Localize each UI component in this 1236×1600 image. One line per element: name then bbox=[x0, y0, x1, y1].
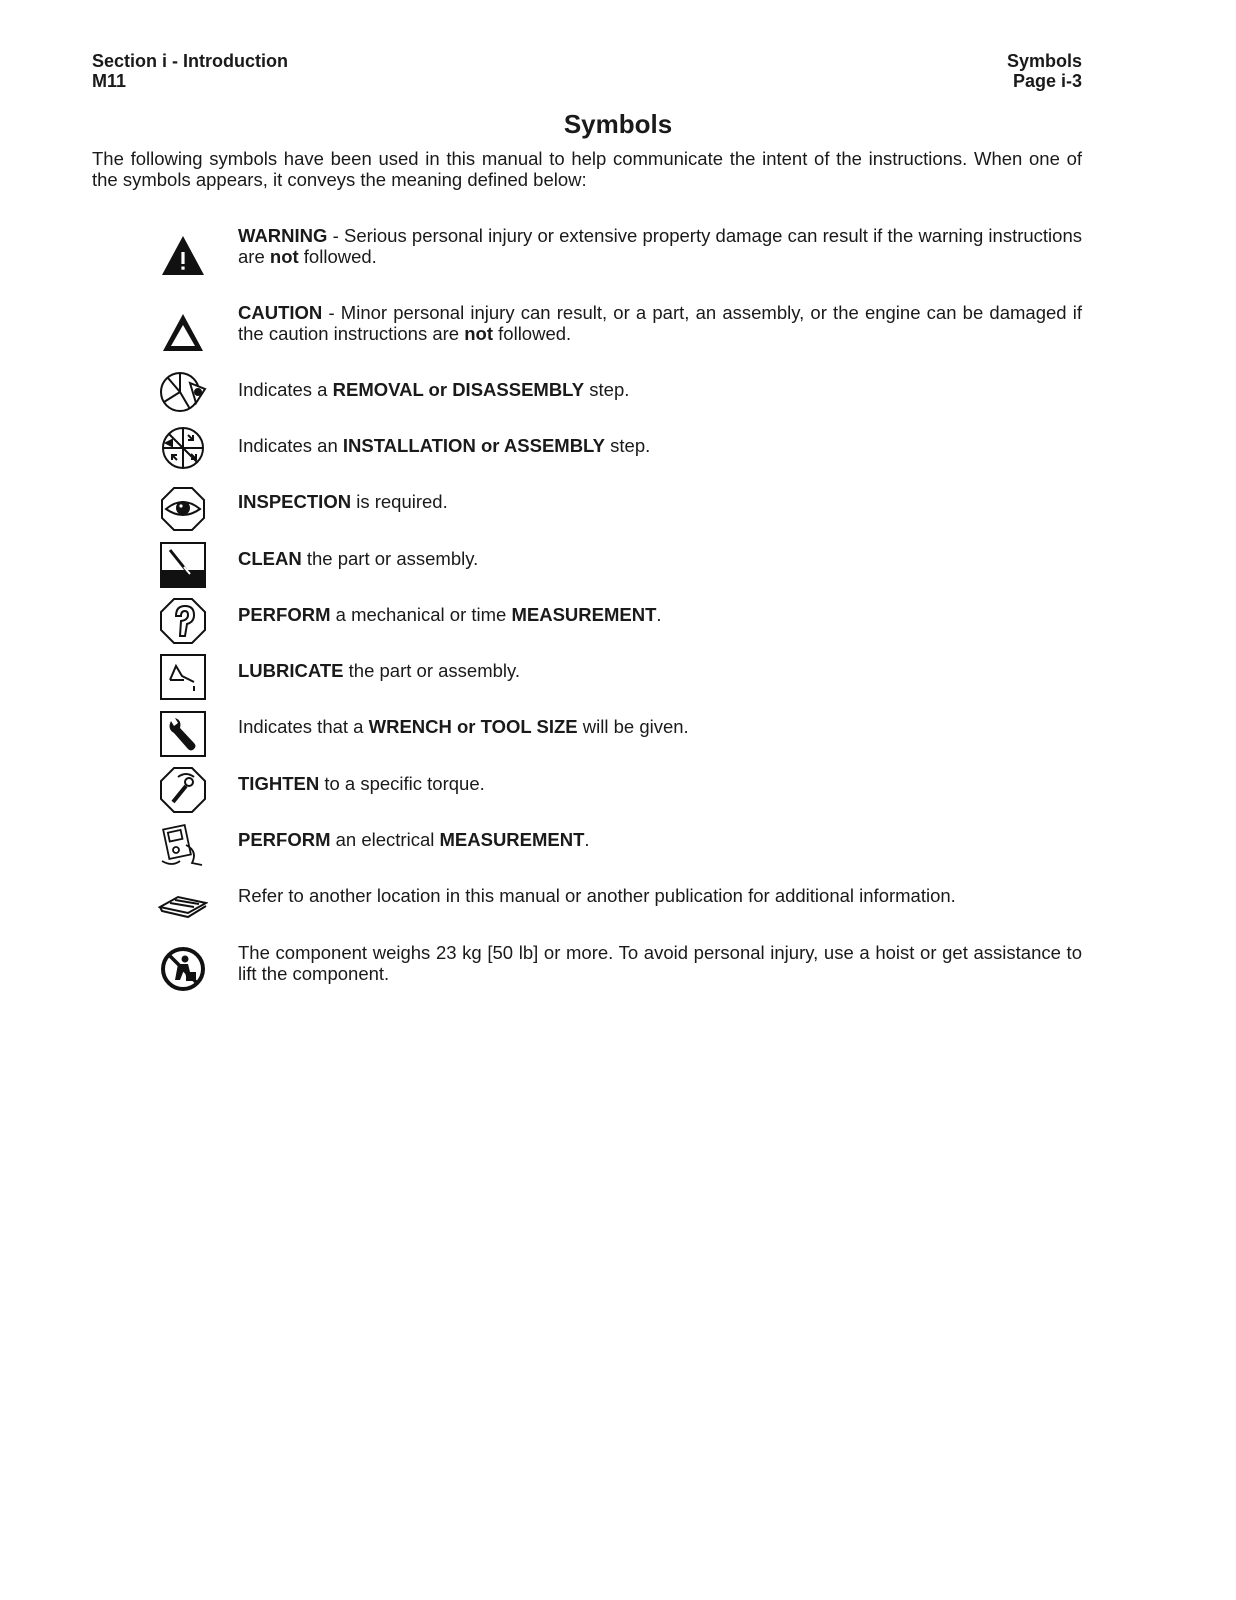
symbol-description bbox=[238, 660, 1082, 681]
text-run: the part or assembly. bbox=[301, 548, 479, 569]
bold-text: INSTALLATION or ASSEMBLY bbox=[342, 435, 605, 456]
text-run: a mechanical or time bbox=[330, 604, 512, 625]
text-run: The component weighs 23 kg [50 lb] or more. To avoid personal injury, use a hoist or get assistance to lift the component. bbox=[238, 942, 1082, 984]
symbol-description bbox=[238, 379, 1082, 400]
bold-text: not bbox=[464, 323, 494, 344]
symbol-description bbox=[238, 829, 1082, 850]
page-number: Page i-3 bbox=[1012, 71, 1082, 91]
text-run: Indicates an bbox=[238, 435, 343, 456]
installation-assembly-icon bbox=[158, 423, 208, 473]
bold-text: MEASUREMENT bbox=[439, 829, 585, 850]
bold-text: INSPECTION bbox=[238, 491, 352, 512]
bold-text: WARNING bbox=[238, 225, 328, 246]
intro-paragraph: The following symbols have been used in this manual to help communicate the intent of the instructions. When one of the symbols appears, it conveys the meaning defined below: bbox=[92, 148, 1082, 190]
text-run: is required. bbox=[351, 491, 448, 512]
electrical-meter-icon bbox=[158, 821, 208, 871]
heavy-lift-icon bbox=[158, 944, 208, 994]
bold-text: not bbox=[269, 246, 299, 267]
wrench-icon bbox=[158, 709, 208, 759]
symbol-description bbox=[238, 885, 1082, 906]
text-run: to a specific torque. bbox=[319, 773, 485, 794]
symbol-description bbox=[238, 604, 1082, 625]
clean-icon bbox=[158, 540, 208, 590]
text-run: will be given. bbox=[577, 716, 689, 737]
bold-text: WRENCH or TOOL SIZE bbox=[368, 716, 578, 737]
bold-text: TIGHTEN bbox=[238, 773, 320, 794]
bold-text: REMOVAL or DISASSEMBLY bbox=[332, 379, 585, 400]
bold-text: CLEAN bbox=[238, 548, 302, 569]
symbol-description bbox=[238, 435, 1082, 456]
text-run: Indicates that a bbox=[238, 716, 369, 737]
symbol-description bbox=[238, 302, 1082, 344]
section-label: Section i - Introduction bbox=[92, 51, 288, 71]
bold-text: PERFORM bbox=[238, 829, 331, 850]
text-run: Indicates a bbox=[238, 379, 333, 400]
bold-text: MEASUREMENT bbox=[511, 604, 657, 625]
symbol-description bbox=[238, 225, 1082, 267]
topic-label: Symbols bbox=[1006, 51, 1082, 71]
removal-disassembly-icon bbox=[158, 367, 208, 417]
text-run: . bbox=[656, 604, 662, 625]
lubricate-oilcan-icon bbox=[158, 652, 208, 702]
warning-triangle-icon bbox=[158, 231, 208, 281]
symbol-description bbox=[238, 491, 1082, 512]
text-run: an electrical bbox=[330, 829, 440, 850]
bold-text: CAUTION bbox=[238, 302, 323, 323]
caution-triangle-icon bbox=[158, 308, 208, 358]
bold-text: PERFORM bbox=[238, 604, 331, 625]
bold-text: LUBRICATE bbox=[238, 660, 344, 681]
symbol-description bbox=[238, 548, 1082, 569]
page-title: Symbols bbox=[563, 109, 673, 139]
text-run: . bbox=[584, 829, 590, 850]
text-run: step. bbox=[584, 379, 630, 400]
open-book-icon bbox=[158, 879, 208, 929]
text-run: step. bbox=[605, 435, 651, 456]
torque-wrench-icon bbox=[158, 765, 208, 815]
symbol-description bbox=[238, 716, 1082, 737]
mechanical-measurement-icon bbox=[158, 596, 208, 646]
text-run: followed. bbox=[298, 246, 377, 267]
symbol-description bbox=[238, 942, 1082, 984]
text-run: the part or assembly. bbox=[343, 660, 521, 681]
text-run: - Minor personal injury can result, or a part, an assembly, or the engine can be damaged if the caution instructions are bbox=[238, 302, 1082, 344]
model-label: M11 bbox=[92, 71, 127, 91]
text-run: followed. bbox=[493, 323, 572, 344]
symbol-description bbox=[238, 773, 1082, 794]
text-run: Refer to another location in this manual or another publication for additional information. bbox=[238, 885, 956, 906]
text-run: - Serious personal injury or extensive property damage can result if the warning instructions are bbox=[238, 225, 1082, 267]
inspection-eye-icon bbox=[158, 484, 208, 534]
